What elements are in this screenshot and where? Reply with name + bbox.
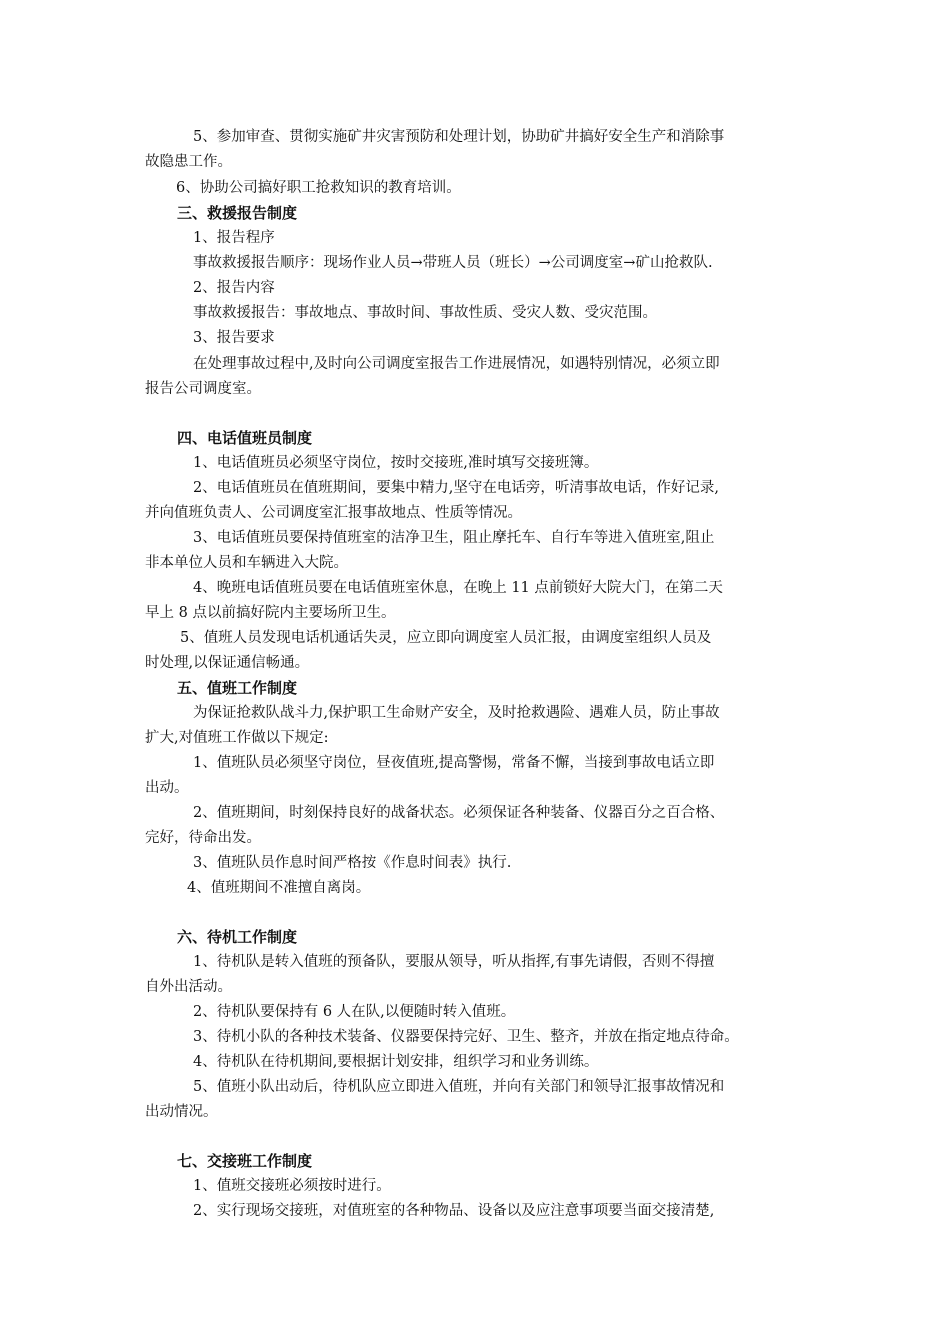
paragraph-line: 5、值班人员发现电话机通话失灵，应立即向调度室人员汇报，由调度室组织人员及 <box>180 630 712 646</box>
paragraph-line: 报告公司调度室。 <box>145 381 261 397</box>
paragraph-line: 时处理,以保证通信畅通。 <box>145 655 310 671</box>
paragraph-line: 并向值班负责人、公司调度室汇报事故地点、性质等情况。 <box>145 505 522 521</box>
paragraph-line: 2、报告内容 <box>193 280 275 296</box>
paragraph-line: 早上 8 点以前搞好院内主要场所卫生。 <box>145 605 396 621</box>
paragraph-line: 1、待机队是转入值班的预备队，要服从领导，听从指挥,有事先请假，否则不得擅 <box>193 954 715 970</box>
paragraph-line: 4、待机队在待机期间,要根据计划安排，组织学习和业务训练。 <box>193 1054 599 1070</box>
paragraph-line: 在处理事故过程中,及时向公司调度室报告工作进展情况，如遇特别情况，必须立即 <box>193 356 720 372</box>
paragraph-line: 1、值班交接班必须按时进行。 <box>193 1178 391 1194</box>
paragraph-line: 4、晚班电话值班员要在电话值班室休息，在晚上 11 点前锁好大院大门，在第二天 <box>193 580 723 596</box>
section-heading-3: 三、救援报告制度 <box>177 204 298 222</box>
paragraph-line: 完好，待命出发。 <box>145 830 261 846</box>
paragraph-line: 出动情况。 <box>145 1104 218 1120</box>
paragraph-line: 2、电话值班员在值班期间，要集中精力,坚守在电话旁，听清事故电话，作好记录, <box>193 480 719 496</box>
paragraph-line: 为保证抢救队战斗力,保护职工生命财产安全，及时抢救遇险、遇难人员，防止事故 <box>193 705 720 721</box>
paragraph-line: 故隐患工作。 <box>145 154 232 170</box>
paragraph-line: 3、值班队员作息时间严格按《作息时间表》执行. <box>193 855 512 871</box>
section-heading-5: 五、值班工作制度 <box>177 679 298 697</box>
paragraph-line: 3、报告要求 <box>193 330 275 346</box>
paragraph-line: 1、值班队员必须坚守岗位，昼夜值班,提高警惕，常备不懈，当接到事故电话立即 <box>193 755 715 771</box>
paragraph-line: 6、协助公司搞好职工抢救知识的教育培训。 <box>176 180 461 196</box>
paragraph-line: 1、报告程序 <box>193 230 275 246</box>
paragraph-line: 3、待机小队的各种技术装备、仪器要保持完好、卫生、整齐，并放在指定地点待命。 <box>193 1029 739 1045</box>
section-heading-4: 四、电话值班员制度 <box>177 429 313 447</box>
section-heading-6: 六、待机工作制度 <box>177 928 298 946</box>
paragraph-line: 自外出活动。 <box>145 979 232 995</box>
paragraph-line: 出动。 <box>145 780 189 796</box>
paragraph-line: 事故救援报告：事故地点、事故时间、事故性质、受灾人数、受灾范围。 <box>193 305 657 321</box>
paragraph-line: 2、实行现场交接班，对值班室的各种物品、设备以及应注意事项要当面交接清楚, <box>193 1203 715 1219</box>
paragraph-line: 非本单位人员和车辆进入大院。 <box>145 555 348 571</box>
paragraph-line: 2、待机队要保持有 6 人在队,以便随时转入值班。 <box>193 1004 516 1020</box>
paragraph-line: 事故救援报告顺序：现场作业人员→带班人员（班长）→公司调度室→矿山抢救队. <box>193 255 713 271</box>
paragraph-line: 5、参加审查、贯彻实施矿井灾害预防和处理计划，协助矿井搞好安全生产和消除事 <box>193 129 725 145</box>
paragraph-line: 2、值班期间，时刻保持良好的战备状态。必须保证各种装备、仪器百分之百合格、 <box>193 805 725 821</box>
paragraph-line: 4、值班期间不准擅自离岗。 <box>187 880 371 896</box>
paragraph-line: 3、电话值班员要保持值班室的洁净卫生，阻止摩托车、自行车等进入值班室,阻止 <box>193 530 715 546</box>
section-heading-7: 七、交接班工作制度 <box>177 1152 313 1170</box>
paragraph-line: 扩大,对值班工作做以下规定: <box>145 730 329 746</box>
paragraph-line: 5、值班小队出动后，待机队应立即进入值班，并向有关部门和领导汇报事故情况和 <box>193 1079 725 1095</box>
paragraph-line: 1、电话值班员必须坚守岗位，按时交接班,准时填写交接班簿。 <box>193 455 599 471</box>
